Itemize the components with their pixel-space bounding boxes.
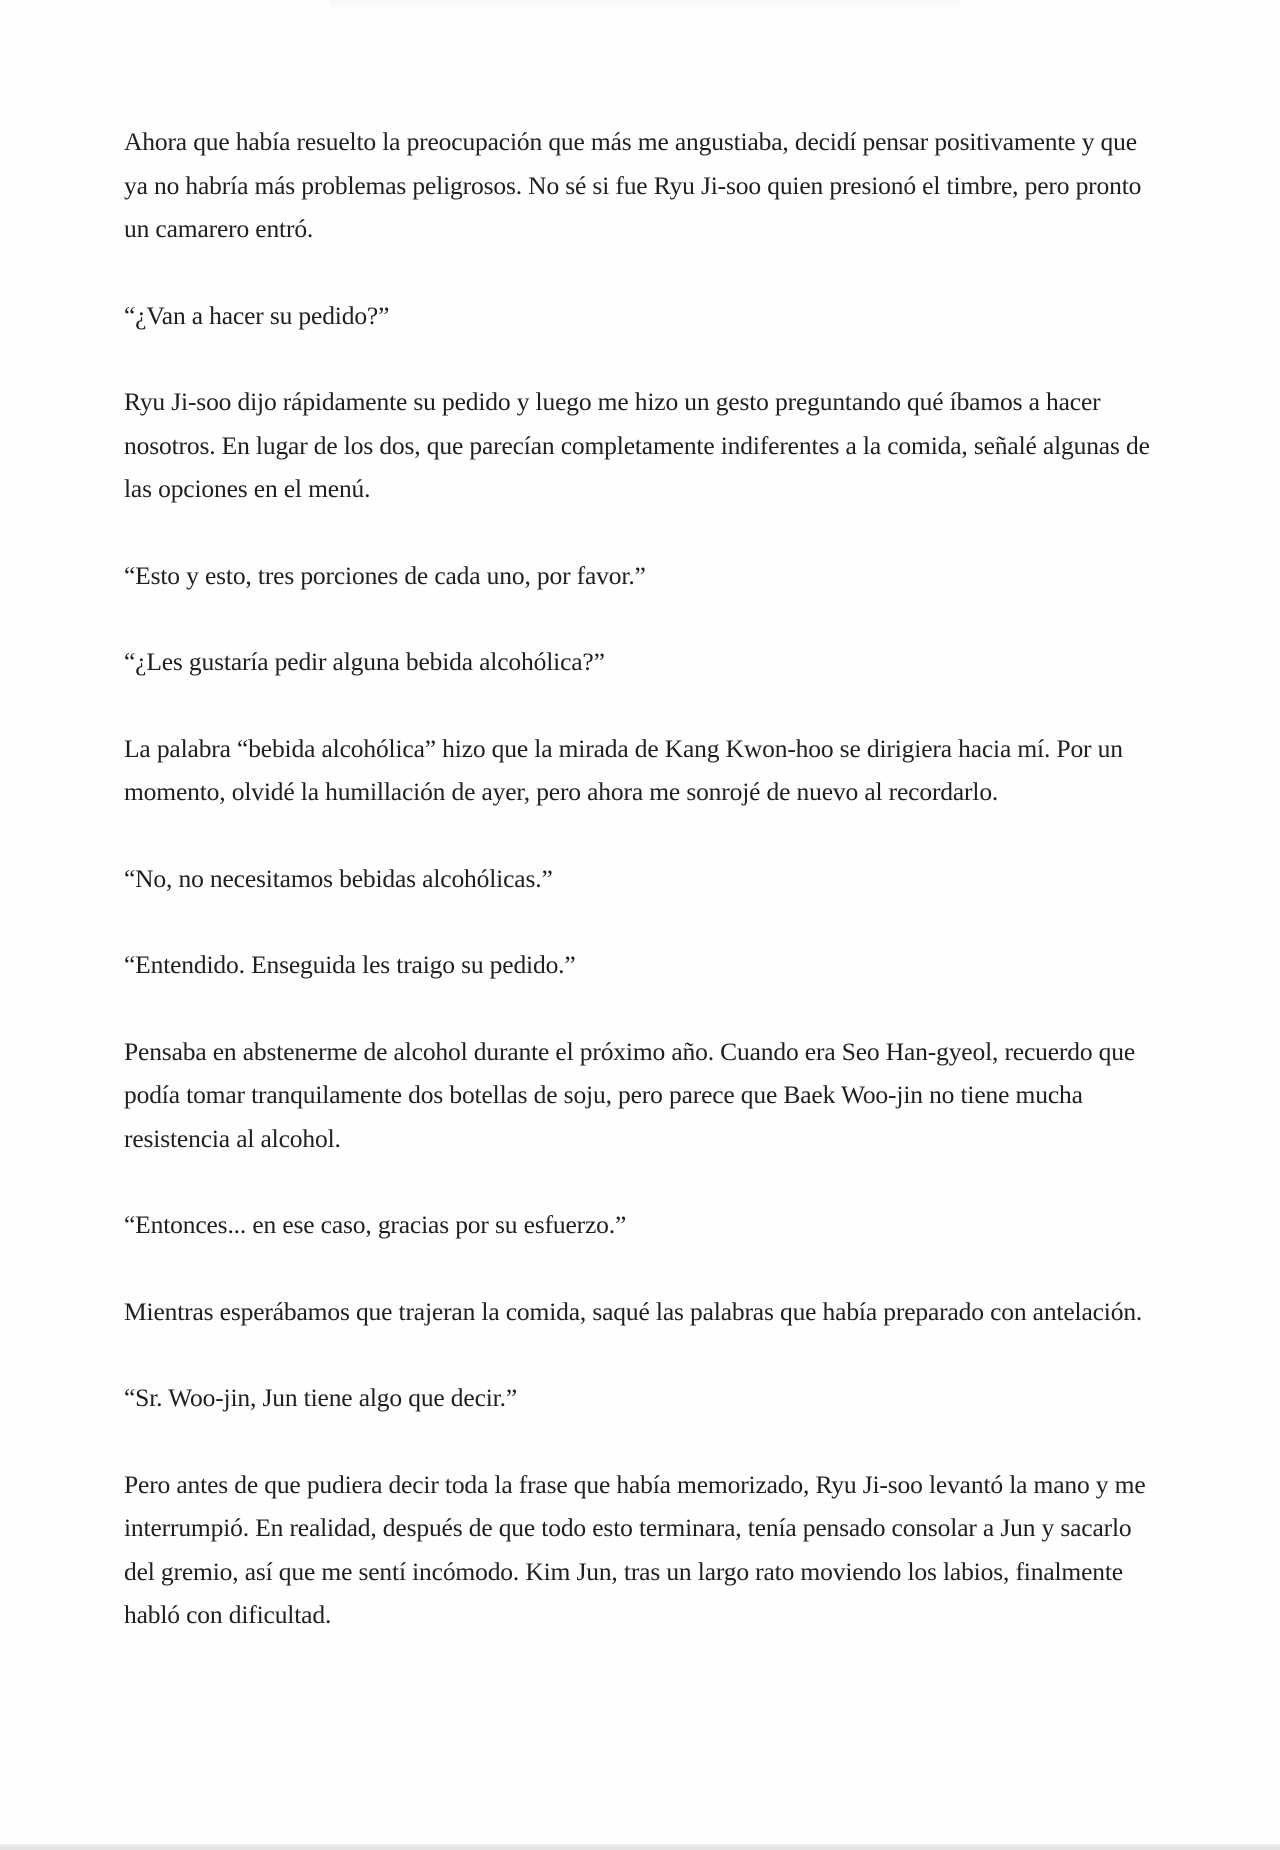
dialogue-paragraph: “Esto y esto, tres porciones de cada uno, por favor.” bbox=[124, 560, 646, 590]
dialogue-paragraph: “No, no necesitamos bebidas alcohólicas.” bbox=[124, 863, 553, 893]
paragraph: Pensaba en abstenerme de alcohol durante el próximo año. Cuando era Seo Han-gyeol, recuerdo que podía tomar tranquilamente dos botellas de soju, pero parece que Baek Woo-jin no tiene mucha resistencia al alcohol. bbox=[124, 1036, 1136, 1153]
dialogue-paragraph: “¿Van a hacer su pedido?” bbox=[124, 300, 390, 330]
paragraph: Mientras esperábamos que trajeran la comida, saqué las palabras que había preparado con antelación. bbox=[124, 1296, 1143, 1326]
dialogue-paragraph: “Sr. Woo-jin, Jun tiene algo que decir.” bbox=[124, 1383, 518, 1412]
paragraph: Pero antes de que pudiera decir toda la frase que había memorizado, Ryu Ji-soo levantó la mano y me interrumpió. En realidad, después de que todo esto terminara, tenía pensado consolar a Jun y sacarlo del gremio, así que me sentí incómodo. Kim Jun, tras un largo rato moviendo los labios, finalmente habló con dificultad. bbox=[124, 1469, 1146, 1629]
paragraph: Ahora que había resuelto la preocupación que más me angustiaba, decidí pensar positivamente y que ya no habría más problemas peligrosos. No sé si fue Ryu Ji-soo quien presionó el timbre, pero pronto un camarero entró. bbox=[124, 127, 1142, 243]
top-edge-shadow bbox=[330, 0, 960, 10]
bottom-edge-bar bbox=[0, 1844, 1280, 1850]
document-page bbox=[124, 120, 1154, 1680]
paragraph: La palabra “bebida alcohólica” hizo que la mirada de Kang Kwon-hoo se dirigiera hacia mí. Por un momento, olvidé la humillación de ayer, pero ahora me sonrojé de nuevo al recordarlo. bbox=[124, 733, 1123, 806]
paragraph: Ryu Ji-soo dijo rápidamente su pedido y luego me hizo un gesto preguntando qué íbamos a hacer nosotros. En lugar de los dos, que parecían completamente indiferentes a la comida, señalé algunas de las opciones en el menú. bbox=[124, 387, 1150, 503]
dialogue-paragraph: “Entendido. Enseguida les traigo su pedido.” bbox=[124, 950, 576, 979]
dialogue-paragraph: “¿Les gustaría pedir alguna bebida alcohólica?” bbox=[124, 647, 605, 676]
dialogue-paragraph: “Entonces... en ese caso, gracias por su esfuerzo.” bbox=[124, 1210, 627, 1239]
